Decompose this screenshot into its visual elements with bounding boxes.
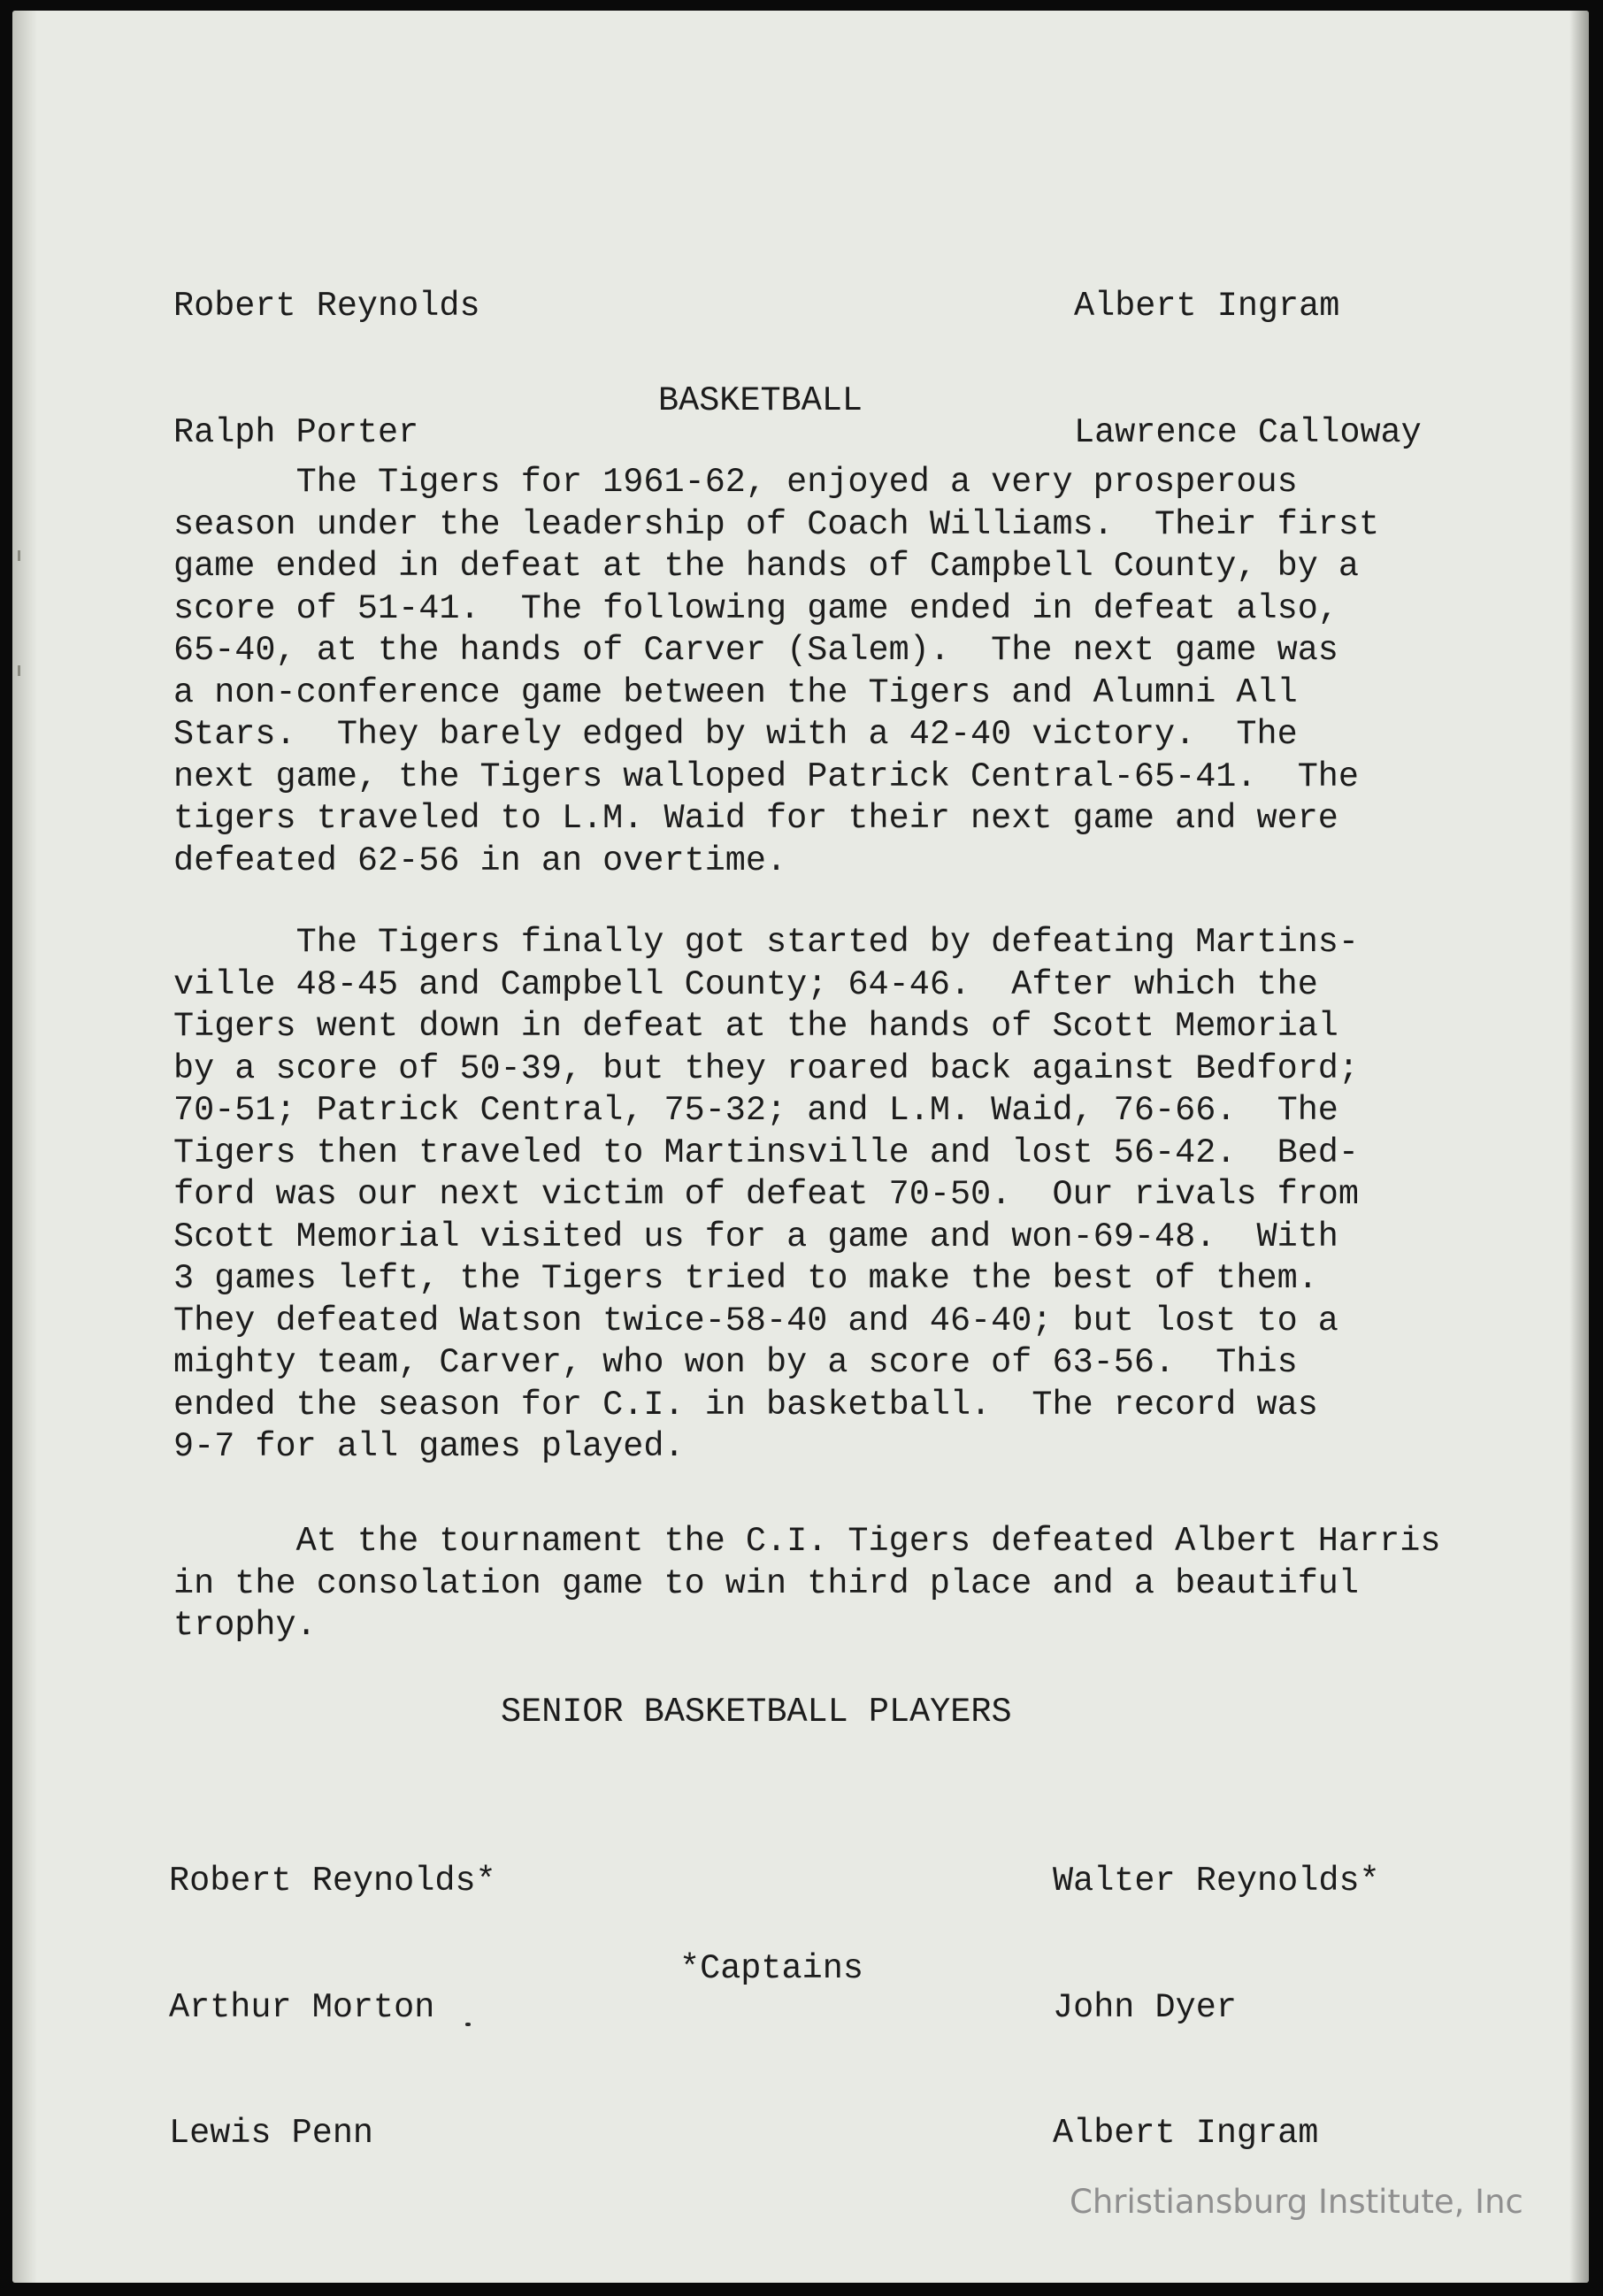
text-line: Stars. They barely edged by with a 42-40 victory. The <box>173 715 1298 754</box>
senior-name: Robert Reynolds* <box>169 1862 496 1901</box>
paragraph-tournament <box>173 1521 1440 1647</box>
binding-mark <box>18 665 20 676</box>
name-line: Albert Ingram <box>1074 287 1340 326</box>
senior-name: John Dyer <box>1053 1987 1237 2027</box>
text-line: Tigers then traveled to Martinsville and lost 56-42. Bed- <box>173 1133 1360 1172</box>
paragraph-season-results <box>173 922 1359 1469</box>
text-line: ford was our next victim of defeat 70-50. Our rivals from <box>173 1175 1360 1214</box>
name-line: Lawrence Calloway <box>1074 412 1422 452</box>
text-line: 9-7 for all games played. <box>173 1427 685 1466</box>
text-line: The Tigers finally got started by defeating Martins- <box>173 923 1360 962</box>
binding-mark <box>18 550 20 561</box>
seniors-right <box>1053 1777 1380 2239</box>
senior-name: Albert Ingram <box>1053 2114 1319 2153</box>
page-binding-shadow <box>12 11 37 2283</box>
text-line: score of 51-41. The following game ended in defeat also, <box>173 588 1338 628</box>
text-line: next game, the Tigers walloped Patrick Central-65-41. The <box>173 756 1360 796</box>
name-line: Robert Reynolds <box>173 287 480 326</box>
text-line: a non-conference game between the Tigers and Alumni All <box>173 672 1298 712</box>
paragraph-season-opening <box>173 462 1379 882</box>
text-line: Tigers went down in defeat at the hands of Scott Memorial <box>173 1007 1338 1046</box>
watermark-text: Christiansburg Institute, Inc <box>1070 2183 1523 2221</box>
text-line: 70-51; Patrick Central, 75-32; and L.M. Waid, 76-66. The <box>173 1091 1338 1130</box>
text-line: 65-40, at the hands of Carver (Salem). The next game was <box>173 631 1338 670</box>
text-line: 3 games left, the Tigers tried to make the best of them. <box>173 1259 1318 1298</box>
text-line: in the consolation game to win third place and a beautiful <box>173 1563 1360 1603</box>
text-line: Scott Memorial visited us for a game and won-69-48. With <box>173 1217 1338 1256</box>
ink-speck <box>465 2023 471 2026</box>
captains-footnote: *Captains <box>679 1949 863 1988</box>
text-line: At the tournament the C.I. Tigers defeated Albert Harris <box>173 1522 1441 1561</box>
text-line: season under the leadership of Coach Williams. Their first <box>173 504 1380 544</box>
senior-name: Lewis Penn <box>169 2114 374 2153</box>
seniors-title: SENIOR BASKETBALL PLAYERS <box>501 1693 1012 1732</box>
senior-name: Walter Reynolds* <box>1053 1862 1380 1901</box>
text-line: They defeated Watson twice-58-40 and 46-40; but lost to a <box>173 1301 1338 1340</box>
text-line: The Tigers for 1961-62, enjoyed a very prosperous <box>173 463 1298 502</box>
section-title: BASKETBALL <box>658 381 863 420</box>
text-line: game ended in defeat at the hands of Campbell County, by a <box>173 547 1360 586</box>
document-page <box>12 11 1589 2283</box>
text-line: trophy. <box>173 1606 317 1645</box>
text-line: ville 48-45 and Campbell County; 64-46. After which the <box>173 964 1318 1004</box>
senior-name: Arthur Morton <box>169 1987 435 2027</box>
text-line: tigers traveled to L.M. Waid for their next game and were <box>173 799 1338 838</box>
text-line: ended the season for C.I. in basketball. The record was <box>173 1385 1318 1424</box>
page-edge-shadow <box>1569 11 1589 2283</box>
seniors-left <box>169 1777 496 2239</box>
text-line: by a score of 50-39, but they roared back against Bedford; <box>173 1048 1360 1088</box>
name-line: Ralph Porter <box>173 412 419 452</box>
text-line: mighty team, Carver, who won by a score of 63-56. This <box>173 1343 1298 1382</box>
text-line: defeated 62-56 in an overtime. <box>173 841 787 880</box>
